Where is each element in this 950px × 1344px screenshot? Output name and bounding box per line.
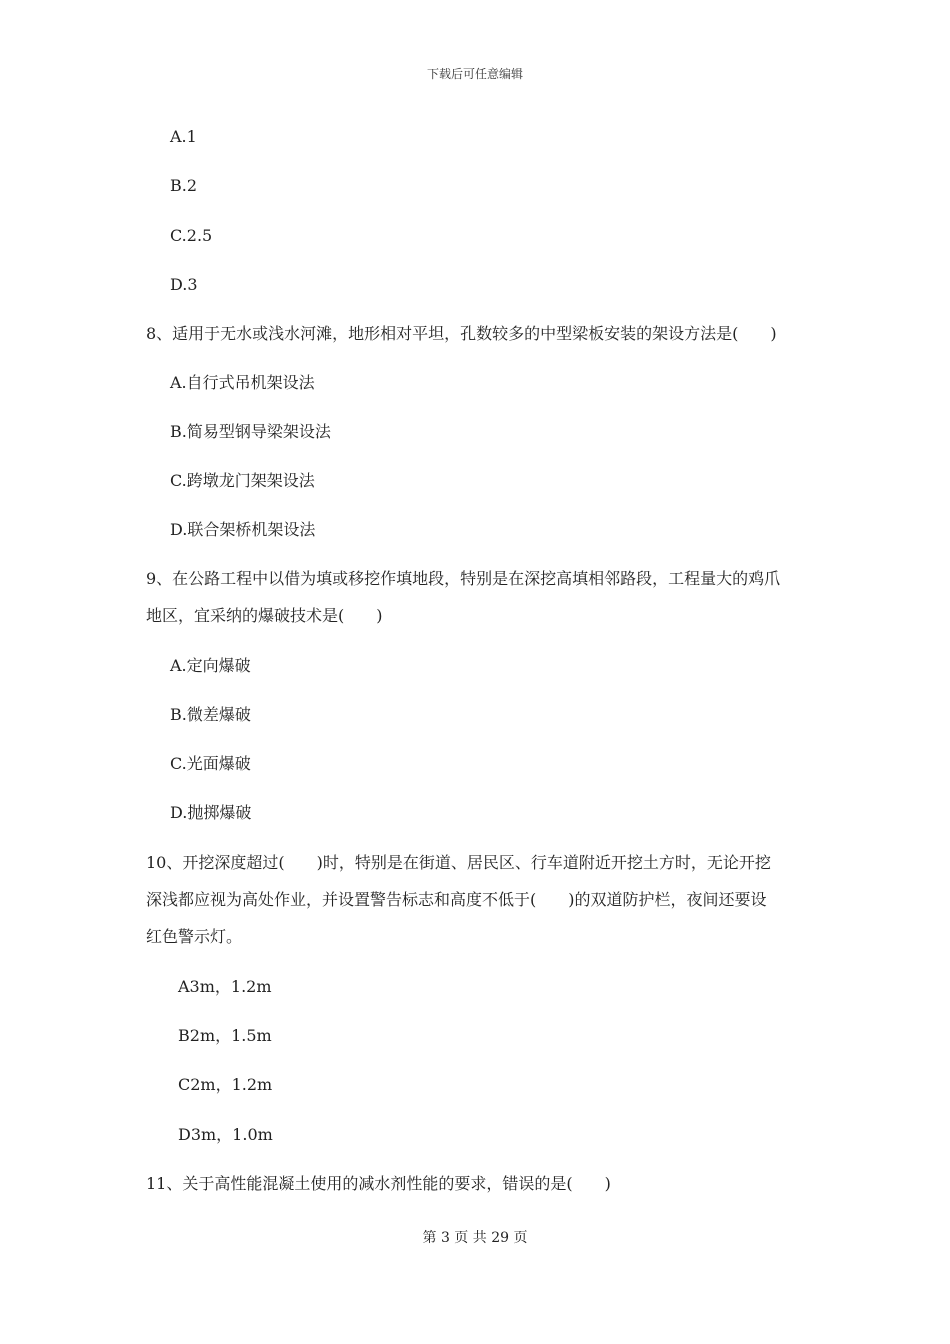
q10-stem-line-1: 10、开挖深度超过( )时，特别是在街道、居民区、行车道附近开挖土方时，无论开挖 bbox=[146, 853, 771, 872]
page-footer: 第 3 页 共 29 页 bbox=[422, 1230, 528, 1246]
q9-option-d: D.抛掷爆破 bbox=[170, 803, 252, 822]
page-header: 下载后可任意编辑 bbox=[426, 67, 523, 81]
q9-option-b: B.微差爆破 bbox=[170, 705, 251, 724]
q10-stem-line-3: 红色警示灯。 bbox=[146, 927, 243, 946]
q10-option-d: D3m，1.0m bbox=[178, 1125, 273, 1144]
q8-option-b: B.简易型钢导梁架设法 bbox=[170, 422, 331, 441]
q8-option-a: A.自行式吊机架设法 bbox=[170, 373, 315, 392]
q8-stem: 8、适用于无水或浅水河滩，地形相对平坦，孔数较多的中型梁板安装的架设方法是( ) bbox=[146, 324, 777, 343]
q9-stem-line-1: 9、在公路工程中以借为填或移挖作填地段，特别是在深挖高填相邻路段，工程量大的鸡爪 bbox=[146, 569, 781, 588]
q10-stem-line-2: 深浅都应视为高处作业，并设置警告标志和高度不低于( )的双道防护栏，夜间还要设 bbox=[146, 890, 767, 909]
q10-option-c: C2m，1.2m bbox=[178, 1075, 273, 1094]
q9-stem-line-2: 地区，宜采纳的爆破技术是( ) bbox=[146, 606, 383, 625]
q7-option-b: B.2 bbox=[170, 176, 198, 195]
q7-option-c: C.2.5 bbox=[170, 226, 213, 245]
q7-option-d: D.3 bbox=[170, 275, 198, 294]
q9-option-a: A.定向爆破 bbox=[170, 656, 251, 675]
q10-option-b: B2m，1.5m bbox=[178, 1026, 272, 1045]
q10-option-a: A3m，1.2m bbox=[178, 977, 272, 996]
q8-option-c: C.跨墩龙门架架设法 bbox=[170, 471, 315, 490]
q7-option-a: A.1 bbox=[170, 127, 197, 146]
q8-option-d: D.联合架桥机架设法 bbox=[170, 520, 316, 539]
q9-option-c: C.光面爆破 bbox=[170, 754, 251, 773]
q11-stem: 11、关于高性能混凝土使用的减水剂性能的要求，错误的是( ) bbox=[146, 1174, 611, 1193]
